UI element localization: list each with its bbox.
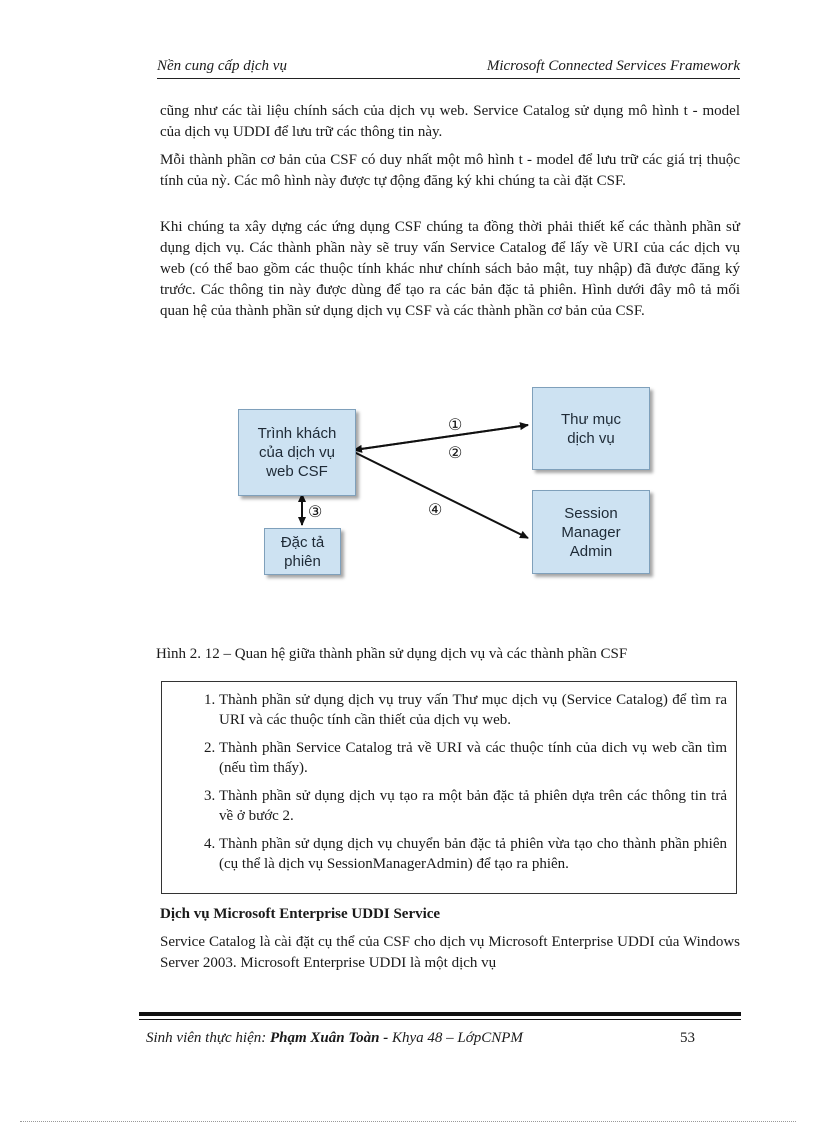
page-number: 53 <box>680 1030 695 1046</box>
service-directory-box: Thư mục dịch vụ <box>532 387 650 470</box>
page-header <box>157 56 740 79</box>
paragraph-3: Khi chúng ta xây dựng các ứng dụng CSF chúng ta đồng thời phải thiết kế các thành phần sử dụng dịch vụ. Các thành phần này sẽ truy vấn Service Catalog để lấy về URI của các dịch vụ web (có thể bao gồm các thuộc tính khác như chính sách bảo mật, tuy nhập) đã được đăng ký trước. Các thông tin này được dùng để tạo ra các bản đặc tả phiên. Hình dưới đây mô tả mối quan hệ của thành phần sử dụng dịch vụ CSF và các thành phần cơ bản của CSF. <box>160 219 740 319</box>
paragraph-1: cũng như các tài liệu chính sách của dịch vụ web. Service Catalog sử dụng mô hình t - model của dịch vụ UDDI để lưu trữ các thông tin này. <box>160 103 740 140</box>
csf-relationship-diagram <box>230 380 660 590</box>
page-edge-rule <box>20 1121 796 1122</box>
footer-class: Khya 48 – LớpCNPM <box>391 1030 523 1046</box>
footer-author: Phạm Xuân Toàn - <box>269 1030 392 1046</box>
step-item-4: 4. Thành phần sử dụng dịch vụ chuyển bản đặc tả phiên vừa tạo cho thành phần phiên (cụ thể là dịch vụ SessionManagerAdmin) để tạo ra phiên. <box>219 834 727 874</box>
steps-list <box>162 690 736 874</box>
session-spec-box: Đặc tả phiên <box>264 528 341 575</box>
header-left-title: Nền cung cấp dịch vụ <box>157 58 287 74</box>
steps-box <box>161 681 737 894</box>
footer-label: Sinh viên thực hiện: <box>146 1030 270 1046</box>
footer-rule-thick <box>139 1012 741 1016</box>
step-marker-3: ③ <box>308 504 323 521</box>
footer-author-line <box>146 1030 523 1047</box>
session-manager-box: Session Manager Admin <box>532 490 650 574</box>
step-marker-4: ④ <box>428 502 443 519</box>
step-item-1: 1. Thành phần sử dụng dịch vụ truy vấn Thư mục dịch vụ (Service Catalog) để tìm ra URI và các thuộc tính cần thiết của dịch vụ web. <box>219 690 727 730</box>
arrow-response-directory <box>354 425 528 450</box>
step-item-2: 2. Thành phần Service Catalog trả về URI và các thuộc tính của dich vụ web cần tìm (nếu tìm thấy). <box>219 738 727 778</box>
header-right-title: Microsoft Connected Services Framework <box>486 58 740 74</box>
paragraph-4: Service Catalog là cài đặt cụ thể của CSF cho dịch vụ Microsoft Enterprise UDDI của Windows Server 2003. Microsoft Enterprise UDDI là một dịch vụ <box>160 934 740 971</box>
footer-rule-thin <box>139 1019 741 1020</box>
step-item-3: 3. Thành phần sử dụng dịch vụ tạo ra một bản đặc tả phiên dựa trên các thông tin trả về ở bước 2. <box>219 786 727 826</box>
figure-caption: Hình 2. 12 – Quan hệ giữa thành phần sử dụng dịch vụ và các thành phần CSF <box>156 646 628 662</box>
section-heading: Dịch vụ Microsoft Enterprise UDDI Service <box>160 906 441 922</box>
client-service-box: Trình khách của dịch vụ web CSF <box>238 409 356 496</box>
step-marker-2: ② <box>448 445 463 462</box>
arrow-to-session-manager <box>354 452 528 538</box>
step-marker-1: ① <box>448 417 463 434</box>
paragraph-2: Mỗi thành phần cơ bản của CSF có duy nhất một mô hình t - model để lưu trữ các giá trị thuộc tính của nỳ. Các mô hình này được tự động đăng ký khi chúng ta cài đặt CSF. <box>160 152 740 189</box>
